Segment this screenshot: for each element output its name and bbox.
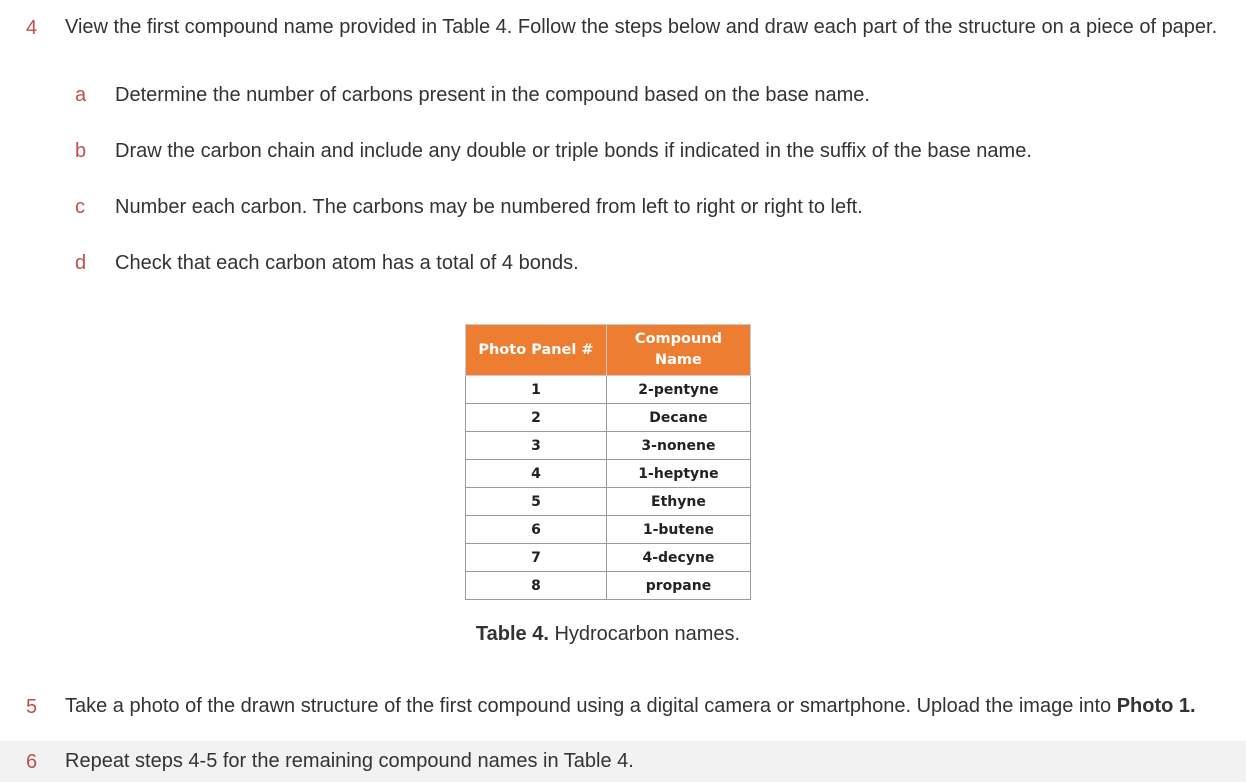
substep-text: Determine the number of carbons present in the compound based on the base name. (115, 84, 870, 106)
step-number: 6 (26, 751, 38, 773)
substep-letter: c (75, 196, 85, 218)
compound-cell: 1-heptyne (606, 460, 750, 488)
step-5 (0, 694, 1246, 724)
compound-cell: 4-decyne (606, 544, 750, 572)
compound-cell: propane (606, 572, 750, 600)
compound-cell: 2-pentyne (606, 376, 750, 404)
step-4 (0, 15, 1246, 65)
table-row (466, 544, 751, 572)
table-row (466, 572, 751, 600)
panel-cell: 7 (466, 544, 607, 572)
table-row (466, 460, 751, 488)
panel-cell: 3 (466, 432, 607, 460)
panel-cell: 4 (466, 460, 607, 488)
panel-cell: 5 (466, 488, 607, 516)
substep-text: Draw the carbon chain and include any double or triple bonds if indicated in the suffix of the base name. (115, 140, 1032, 162)
caption-text: Hydrocarbon names. (548, 623, 741, 645)
step-text: View the first compound name provided in Table 4. Follow the steps below and draw each part of the structure on a piece of paper. (65, 16, 1218, 38)
panel-cell: 1 (466, 376, 607, 404)
compound-cell: 3-nonene (606, 432, 750, 460)
header-photo-panel: Photo Panel # (466, 325, 607, 376)
compound-cell: 1-butene (606, 516, 750, 544)
header-compound-name: Compound Name (606, 325, 750, 376)
table-row (466, 404, 751, 432)
step-number: 5 (26, 696, 38, 718)
photo-1-label: Photo 1. (1116, 695, 1196, 717)
caption-label: Table 4. (475, 623, 549, 645)
step-number: 4 (26, 17, 38, 39)
step-6 (0, 741, 1246, 782)
substep-letter: d (75, 252, 87, 274)
table-row (466, 376, 751, 404)
step-text: Take a photo of the drawn structure of the first compound using a digital camera or smartphone. Upload the image into Photo 1. (65, 695, 1196, 717)
panel-cell: 8 (466, 572, 607, 600)
substep-text: Check that each carbon atom has a total of 4 bonds. (115, 252, 579, 274)
panel-cell: 6 (466, 516, 607, 544)
table-row (466, 432, 751, 460)
substep-letter: a (75, 84, 87, 106)
compound-cell: Ethyne (606, 488, 750, 516)
substep-letter: b (75, 140, 87, 162)
compound-table (465, 324, 751, 600)
substep-text: Number each carbon. The carbons may be numbered from left to right or right to left. (115, 196, 863, 218)
compound-cell: Decane (606, 404, 750, 432)
step-text: Repeat steps 4-5 for the remaining compound names in Table 4. (65, 750, 634, 772)
table-row (466, 488, 751, 516)
table-caption (465, 623, 751, 646)
table-header-row (466, 325, 751, 376)
panel-cell: 2 (466, 404, 607, 432)
table-row (466, 516, 751, 544)
